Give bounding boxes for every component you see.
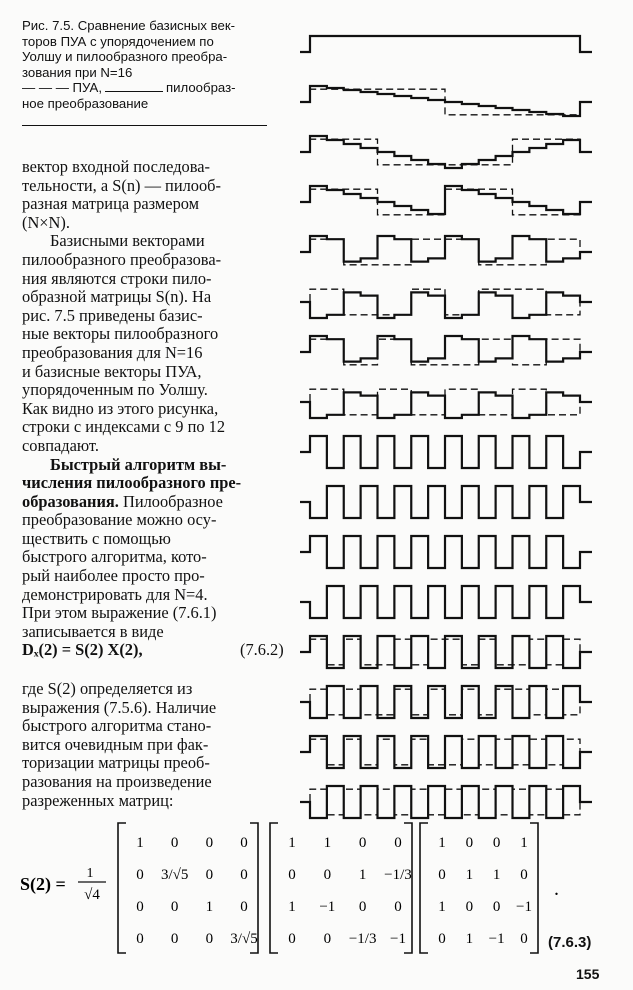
text-run: Пилообразное: [118, 491, 223, 511]
section-heading-text: образования.: [22, 491, 119, 511]
matrix-2-cell-2-2: 0: [358, 899, 367, 915]
text-line: ществить с помощью: [22, 528, 171, 548]
text-line: разования на произведение: [22, 771, 212, 791]
matrix-1-cell-0-3: 0: [240, 835, 248, 851]
sawtooth-basis-vector-1: [300, 86, 592, 116]
matrix-1-cell-1-0: 0: [136, 867, 144, 883]
caption-rule: [22, 125, 267, 126]
matrix-1-cell-2-0: 0: [136, 899, 144, 915]
matrix-2-cell-3-0: 0: [288, 931, 296, 947]
text-line: Как видно из этого рисунка,: [22, 398, 219, 418]
matrix-1-cell-3-0: 0: [136, 931, 144, 947]
matrix-3-cell-3-1: 1: [465, 931, 474, 947]
sawtooth-basis-vector-3: [300, 186, 592, 214]
text-line: торизации матрицы преоб-: [22, 753, 210, 773]
matrix-period: .: [554, 878, 559, 900]
text-line: образной матрицы S(n). На: [22, 287, 212, 307]
waveform-stack: [300, 36, 592, 818]
section-heading-text: числения пилообразного пре-: [22, 473, 242, 493]
text-line: (N×N).: [22, 212, 70, 232]
matrix-1-cell-2-1: 0: [170, 899, 179, 915]
caption-line: Уолшу и пилообразного преобра-: [22, 49, 228, 65]
text-line: вится очевидным при фак-: [22, 734, 209, 754]
basis-vectors-figure: [290, 20, 620, 820]
matrix-3-cell-0-2: 0: [492, 835, 501, 851]
caption-line: ное преобразование: [22, 95, 149, 111]
sawtooth-basis-vector-9: [300, 486, 592, 518]
sawtooth-basis-vector-11: [300, 586, 592, 618]
matrix-3-cell-1-1: 1: [465, 867, 474, 883]
matrix-1-cell-2-3: 0: [240, 899, 248, 915]
text-line: преобразования для N=16: [22, 342, 203, 362]
text-line: и базисные векторы ПУА,: [22, 361, 202, 381]
matrix-eq-lhs: S(2) =: [20, 874, 66, 894]
matrix-3-cell-0-1: 0: [465, 835, 474, 851]
text-line: совпадают.: [22, 435, 99, 455]
legend-dashed-label: — — — ПУА,: [22, 80, 102, 96]
main-text-2: [22, 680, 276, 810]
main-text: [22, 158, 276, 641]
text-line: быстрого алгоритма стано-: [22, 716, 212, 736]
legend-solid-label: пилообраз-: [166, 80, 236, 96]
matrix-1-cell-0-1: 0: [170, 835, 179, 851]
text-line: быстрого алгоритма, кото-: [22, 547, 207, 567]
matrix-3-cell-0-0: 1: [438, 835, 446, 851]
text-line: демонстрировать для N=4.: [22, 584, 208, 604]
matrix-3-cell-2-2: 0: [492, 899, 501, 915]
section-heading-text: Быстрый алгоритм вы-: [50, 454, 227, 474]
matrix-3-cell-2-1: 0: [465, 899, 474, 915]
matrix-2-cell-2-0: 1: [288, 899, 296, 915]
matrix-1-cell-1-3: 0: [240, 867, 248, 883]
sawtooth-basis-vector-8: [300, 436, 592, 468]
caption-legend-line: [22, 80, 284, 96]
matrix-2-cell-0-0: 1: [288, 835, 296, 851]
matrix-2-cell-0-2: 0: [358, 835, 367, 851]
sawtooth-basis-vector-0: [300, 36, 592, 52]
matrix-3-cell-1-3: 0: [520, 867, 528, 883]
matrix-2-cell-2-1: −1: [319, 899, 336, 915]
matrix-1-cell-3-2: 0: [205, 931, 214, 947]
matrices: [118, 823, 538, 953]
text-line: Базисными векторами: [50, 231, 205, 251]
matrix-2-cell-0-1: 1: [323, 835, 332, 851]
matrix-equation-7-6-3: [20, 815, 620, 965]
matrix-2-cell-3-1: 0: [323, 931, 332, 947]
matrix-1-cell-3-1: 0: [170, 931, 179, 947]
text-line: рис. 7.5 приведены базис-: [22, 305, 203, 325]
text-line: записывается в виде: [22, 621, 164, 641]
matrix-3-cell-2-3: −1: [516, 899, 532, 915]
matrix-2-cell-0-3: 0: [394, 835, 402, 851]
matrix-3-cell-2-0: 1: [438, 899, 446, 915]
matrix-3-cell-1-0: 0: [438, 867, 446, 883]
text-line: строки с индексами с 9 по 12: [22, 417, 226, 437]
factor-numerator: 1: [86, 866, 94, 881]
text-line: пилообразного преобразова-: [22, 249, 222, 269]
text-line: ния являются строки пило-: [22, 268, 212, 288]
equation-body: Dₓ(2) = S(2) X(2),: [22, 640, 143, 659]
text-line: разная матрица размером: [22, 194, 200, 214]
matrix-1-cell-2-2: 1: [205, 899, 214, 915]
equation-7-6-2: [22, 640, 284, 660]
matrix-2-cell-1-1: 0: [323, 867, 332, 883]
text-line: При этом выражение (7.6.1): [22, 603, 217, 623]
text-line: вектор входной последова-: [22, 157, 210, 176]
equation-number: (7.6.2): [240, 640, 284, 659]
matrix-3-cell-0-3: 1: [520, 835, 528, 851]
matrix-2-cell-3-2: −1/3: [348, 931, 377, 947]
text-line: разреженных матриц:: [22, 790, 174, 810]
section-heading: [22, 456, 276, 475]
matrix-1-cell-1-1: 3/√5: [160, 867, 189, 883]
matrix-1-cell-0-0: 1: [136, 835, 144, 851]
matrix-2-cell-2-3: 0: [394, 899, 402, 915]
matrix-2-cell-3-3: −1: [390, 931, 406, 947]
text-line: ные векторы пилообразного: [22, 324, 219, 344]
text-line: преобразование можно осу-: [22, 510, 217, 530]
text-line: рый наиболее просто про-: [22, 566, 205, 586]
caption-line: зования при N=16: [22, 64, 133, 80]
equation-number-7-6-3: (7.6.3): [548, 934, 592, 951]
section-heading: [22, 474, 276, 493]
text-line: выражения (7.5.6). Наличие: [22, 697, 217, 717]
matrix-3-cell-3-0: 0: [438, 931, 446, 947]
caption-line: Рис. 7.5. Сравнение базисных век-: [22, 18, 236, 33]
page-number: 155: [576, 966, 600, 982]
figure-caption: [22, 18, 284, 112]
factor-denominator: √4: [84, 887, 100, 903]
text-line: [22, 493, 276, 512]
legend-solid-swatch: [105, 82, 163, 92]
text-line: упорядоченным по Уолшу.: [22, 380, 208, 400]
matrix-2-cell-1-2: 1: [358, 867, 367, 883]
text-line: тельности, а S(n) — пилооб-: [22, 175, 221, 195]
text-line: где S(2) определяется из: [22, 679, 193, 698]
matrix-2-cell-1-0: 0: [288, 867, 296, 883]
matrix-1-cell-1-2: 0: [205, 867, 214, 883]
matrix-3-cell-1-2: 1: [492, 867, 501, 883]
matrix-3-cell-3-2: −1: [488, 931, 505, 947]
sawtooth-basis-vector-2: [300, 136, 592, 168]
matrix-2-cell-1-3: −1/3: [384, 867, 412, 883]
caption-line: торов ПУА с упорядочением по: [22, 33, 214, 49]
matrix-3-cell-3-3: 0: [520, 931, 528, 947]
sawtooth-basis-vector-10: [300, 536, 592, 568]
matrix-1-cell-3-3: 3/√5: [230, 931, 258, 947]
matrix-1-cell-0-2: 0: [205, 835, 214, 851]
